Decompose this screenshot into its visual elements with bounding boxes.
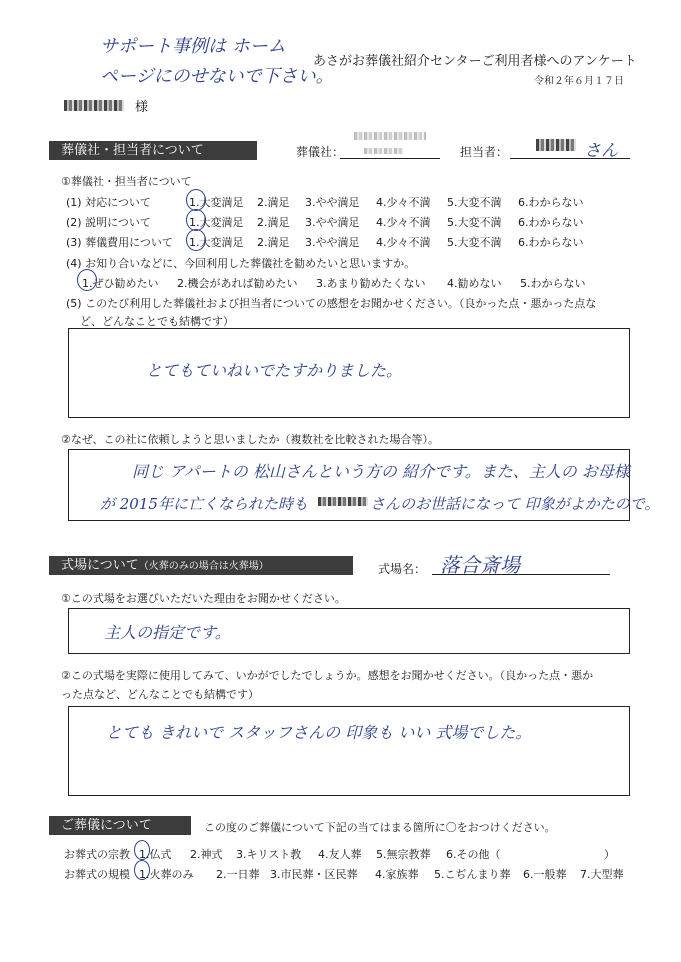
recommend-option-2: 2.機会があれば勧めたい xyxy=(177,277,298,290)
venue-label: 式場名： xyxy=(378,562,427,576)
q4-title: (4) お知り合いなどに、今回利用した葬儀社を勧めたいと思いますか。 xyxy=(66,257,416,270)
handwritten-note-line1: サポート事例は ホーム xyxy=(100,36,286,57)
rating-2-option-2: 2.満足 xyxy=(257,216,290,229)
religion-label: お葬式の宗教 xyxy=(64,848,130,861)
q2-answer-line2b: さんのお世話になって 印象がよかたので。 xyxy=(370,495,660,513)
handwritten-note-line2: ページにのせないで下さい。 xyxy=(100,66,334,87)
company-underline xyxy=(340,158,440,159)
recommend-option-1: 1.ぜひ勧めたい xyxy=(82,277,159,290)
religion-option-1: 1.仏式 xyxy=(139,848,172,861)
rating-2-option-1: 1.大変満足 xyxy=(189,216,244,229)
rating-2-option-6: 6.わからない xyxy=(518,216,584,229)
redacted-company-in-answer xyxy=(318,497,368,506)
rating-3-option-3: 3.やや満足 xyxy=(305,236,360,249)
scale-option-7: 7.大型葬 xyxy=(580,868,624,881)
section-band-venue-title: 式場について xyxy=(61,558,139,573)
rating-3-option-5: 5.大変不満 xyxy=(447,236,502,249)
scale-option-6: 6.一般葬 xyxy=(523,868,567,881)
rating-label-2: (2) 説明について xyxy=(66,216,151,229)
q5-line1: (5) このたび利用した葬儀社および担当者についての感想をお聞かせください。（良かった点・悪かった点な xyxy=(66,297,597,310)
venue-q1-answer-handwritten: 主人の指定です。 xyxy=(104,623,231,642)
section-band-venue xyxy=(49,556,353,575)
scale-label: お葬式の規模 xyxy=(64,868,130,881)
answer-circle-scale xyxy=(134,860,150,880)
scale-option-3: 3.市民葬・区民葬 xyxy=(270,868,358,881)
rating-1-option-3: 3.やや満足 xyxy=(305,196,360,209)
survey-date: 令和２年６月１７日 xyxy=(534,76,624,87)
religion-option-close: ） xyxy=(604,848,615,861)
company-label: 葬儀社： xyxy=(296,145,345,159)
redacted-name xyxy=(64,100,124,111)
venue-q2-answer-handwritten: とても きれいで スタッフさんの 印象も いい 式場でした。 xyxy=(106,723,532,742)
venue-q2-line1: ②この式場を実際に使用してみて、いかがでしたでしょうか。感想をお聞かせください。（良かった点・悪か xyxy=(61,669,594,682)
rating-1-option-5: 5.大変不満 xyxy=(447,196,502,209)
redacted-company-1 xyxy=(354,132,426,140)
recommend-option-3: 3.あまり勧めたくない xyxy=(316,277,426,290)
religion-option-5: 5.無宗教葬 xyxy=(376,848,431,861)
recommend-option-4: 4.勧めない xyxy=(447,277,502,290)
survey-title: あさがお葬儀社紹介センターご利用者様へのアンケート xyxy=(313,54,637,69)
venue-underline xyxy=(432,574,610,575)
scale-option-2: 2.一日葬 xyxy=(216,868,260,881)
q2-answer-line2a: が 2015年に亡くなられた時も xyxy=(100,495,308,513)
rating-3-option-2: 2.満足 xyxy=(257,236,290,249)
redacted-staff xyxy=(536,139,576,151)
q2-title: ②なぜ、この社に依頼しようと思いましたか（複数社を比較された場合等）。 xyxy=(61,433,440,446)
answer-circle-rating-1 xyxy=(186,189,206,211)
answer-circle-rating-2 xyxy=(186,209,206,231)
q5-line2: ど、どんなことでも結構です） xyxy=(80,315,234,328)
answer-circle-recommend xyxy=(77,269,97,291)
section-band-venue-note: （火葬のみの場合は火葬場） xyxy=(138,561,269,572)
staff-label: 担当者： xyxy=(460,145,509,159)
rating-3-option-4: 4.少々不満 xyxy=(376,236,431,249)
rating-2-option-5: 5.大変不満 xyxy=(447,216,502,229)
rating-3-option-6: 6.わからない xyxy=(518,236,584,249)
rating-1-option-6: 6.わからない xyxy=(518,196,584,209)
venue-q2-line2: った点など、どんなことでも結構です） xyxy=(61,688,259,701)
q5-answer-handwritten: とてもていねいでたすかりました。 xyxy=(146,361,403,380)
section-band-funeral-company: 葬儀社・担当者について xyxy=(49,141,257,160)
answer-circle-religion xyxy=(134,840,150,860)
rating-2-option-4: 4.少々不満 xyxy=(376,216,431,229)
rating-label-3: (3) 葬儀費用について xyxy=(66,236,173,249)
rating-2-option-3: 3.やや満足 xyxy=(305,216,360,229)
scale-option-1: 1.火葬のみ xyxy=(139,868,194,881)
q1-title: ①葬儀社・担当者について xyxy=(61,175,192,188)
answer-circle-rating-3 xyxy=(186,229,206,251)
staff-underline xyxy=(510,158,630,159)
rating-1-option-2: 2.満足 xyxy=(257,196,290,209)
funeral-instruction: この度のご葬儀について下記の当てはまる箇所に〇をおつけください。 xyxy=(204,821,556,834)
redacted-company-2 xyxy=(364,148,404,154)
religion-option-2: 2.神式 xyxy=(190,848,223,861)
religion-option-6: 6.その他（ xyxy=(446,848,501,861)
venue-q1-title: ①この式場をお選びいただいた理由をお聞かせください。 xyxy=(61,592,346,605)
religion-option-3: 3.キリスト教 xyxy=(236,848,302,861)
staff-suffix-handwritten: さん xyxy=(584,141,618,161)
section-band-funeral: ご葬儀について xyxy=(49,816,191,835)
scale-option-5: 5.こぢんまり葬 xyxy=(434,868,511,881)
scale-option-4: 4.家族葬 xyxy=(375,868,419,881)
religion-option-4: 4.友人葬 xyxy=(318,848,362,861)
rating-3-option-1: 1.大変満足 xyxy=(189,236,244,249)
rating-1-option-1: 1.大変満足 xyxy=(189,196,244,209)
recommend-option-5: 5.わからない xyxy=(520,277,586,290)
rating-1-option-4: 4.少々不満 xyxy=(376,196,431,209)
addressee-suffix: 様 xyxy=(135,100,149,115)
q2-answer-line1: 同じ アパートの 松山さんという方の 紹介です。また、主人の お母様 xyxy=(132,462,630,481)
venue-name-handwritten: 落合斎場 xyxy=(440,553,520,577)
rating-label-1: (1) 対応について xyxy=(66,196,151,209)
